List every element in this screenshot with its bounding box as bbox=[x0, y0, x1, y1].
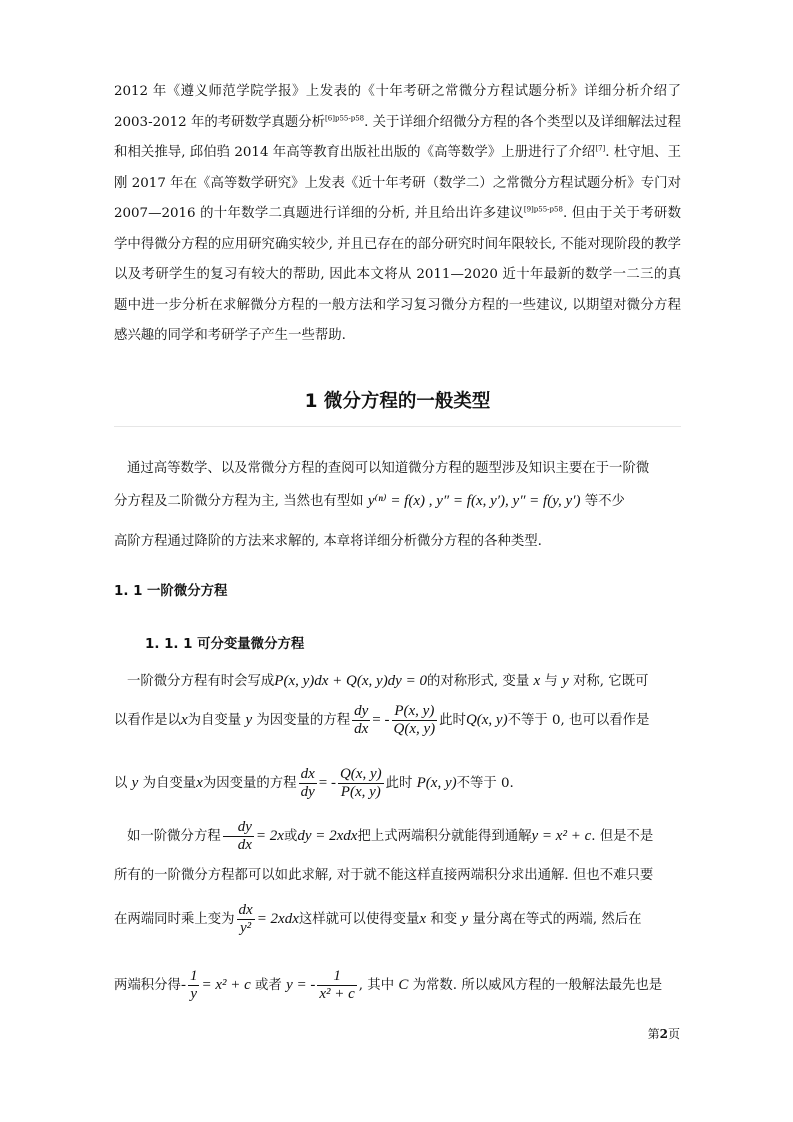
section1-text-c: 等不少 bbox=[584, 494, 625, 509]
equation: = x² + c bbox=[201, 977, 251, 993]
frac-num: 1 bbox=[317, 968, 356, 986]
equation-general-solution: y = x² + c bbox=[531, 828, 592, 844]
frac-den: x² + c bbox=[319, 986, 355, 1002]
frac-num: dx bbox=[300, 766, 315, 782]
text: 不等于 0. bbox=[456, 776, 514, 791]
text: 此时 bbox=[439, 713, 466, 728]
text: 两端积分得 bbox=[114, 978, 181, 993]
frac-num: 1 bbox=[189, 968, 198, 984]
sep-line-2: 以看作是以x为自变量 y 为因变量的方程 $\frac{dy}{dx}$ = - $\frac{P(x, y)}{Q(x, y)}$ 此时Q(x, y)不等于 0, 也可以看作是 bbox=[114, 703, 650, 737]
text: 这样就可以使得变量 bbox=[298, 912, 420, 927]
intro-text-c: . 杜守旭、王刚 2017 年在《高等数学研究》上发表《近十年考研（数学二）之常微分方程试题分析》专门对 2007—2016 的十年数学二真题进行详细的分析, 并且给出许多建议 bbox=[114, 145, 681, 221]
frac-den: dx bbox=[237, 837, 252, 853]
citation-7: [7] bbox=[595, 144, 606, 153]
page-prefix: 第 bbox=[647, 1027, 660, 1041]
text: 如一阶微分方程 bbox=[127, 829, 221, 844]
var-y: y bbox=[245, 712, 253, 728]
frac-den: dx bbox=[354, 721, 369, 737]
sep-line-3: 以 y 为自变量x为因变量的方程 $\frac{dx}{dy}$ = - $\frac{Q(x, y)}{P(x, y)}$ 此时 P(x, y)不等于 0. bbox=[114, 766, 514, 800]
text: 为因变量的方程 bbox=[202, 776, 297, 791]
text: 在两端同时乘上变为 bbox=[114, 912, 235, 927]
var-y: y bbox=[461, 911, 469, 927]
sep-line-6 bbox=[114, 902, 681, 937]
var-x: x bbox=[180, 712, 188, 728]
fraction-dx-dy bbox=[299, 766, 317, 801]
text: 的对称形式, 变量 bbox=[426, 674, 530, 689]
frac-num: dy bbox=[354, 703, 369, 719]
citation-9: [9]p55-p58 bbox=[523, 205, 563, 214]
intro-text-a: 2012 年《遵义师范学院学报》上发表的《十年考研之常微分方程试题分析》详细分析介绍了 2003-2012 年的考研数学真题分析 bbox=[114, 84, 681, 130]
text: 为自变量 bbox=[187, 713, 242, 728]
citation-6: [6]p55-p58 bbox=[325, 114, 365, 123]
text: 把上式两端积分就能得到通解 bbox=[357, 829, 532, 844]
section-1-1-1-title: 1. 1. 1 可分变量微分方程 bbox=[145, 637, 305, 652]
equation: dy = 2xdx bbox=[297, 828, 358, 844]
text: 一阶微分方程有时会写成 bbox=[127, 674, 275, 689]
sep-line-7: 两端积分得- $\frac{1}{y}$ = x² + c 或者 y = - $\frac{1}{\text{x² + c}}$ , 其中 C 为常数. 所以威风方程的一般解法最先也是 bbox=[114, 968, 663, 1002]
sep-line-4 bbox=[114, 819, 681, 854]
fraction-dy-dx bbox=[352, 703, 370, 738]
frac-den: y bbox=[190, 986, 198, 1002]
expr-p: P(x, y) bbox=[416, 775, 457, 791]
equation: = 2xdx bbox=[256, 911, 299, 927]
text: 或 bbox=[283, 829, 298, 844]
intro-text-d: . 但由于关于考研数学中得微分方程的应用研究确实较少, 并且已存在的部分研究时间年限较长, 不能对现阶段的教学以及考研学生的复习有较大的帮助, 因此本文将从 2011—2020 近十年最新的数学一二三的真题中进一步分析在求解微分方程的一般方法和学习复习微分方程的一些建议, 以期望对微分方程感兴趣的同学和考研学子产生一些帮助. bbox=[114, 206, 681, 343]
text: . 但是不是 bbox=[591, 829, 654, 844]
text: 对称, 它既可 bbox=[573, 674, 649, 689]
fraction-dy-dx-example bbox=[223, 819, 254, 854]
frac-num: P(x, y) bbox=[392, 703, 438, 721]
section-divider bbox=[114, 426, 681, 427]
text: 和变 bbox=[430, 912, 458, 927]
section1-line-1: 通过高等数学、以及常微分方程的查阅可以知道微分方程的题型涉及知识主要在于一阶微 bbox=[127, 461, 650, 476]
sep-line-5: 所有的一阶微分方程都可以如此求解, 对于就不能这样直接两端积分求出通解. 但也不难只要 bbox=[114, 868, 654, 883]
frac-num: Q(x, y) bbox=[339, 766, 382, 782]
section-1-title: 1 微分方程的一般类型 bbox=[304, 391, 491, 412]
sep-line-1 bbox=[114, 670, 681, 690]
intro-text-b: . 关于详细介绍微分方程的各个类型以及详细解法过程和相关推导, 邱伯驺 2014 年高等教育出版社出版的《高等数学》上册进行了介绍 bbox=[114, 114, 682, 160]
frac-den: dy bbox=[300, 784, 315, 800]
frac-den: y² bbox=[240, 920, 252, 936]
text: 为自变量 bbox=[142, 776, 197, 791]
text: 或者 bbox=[255, 978, 282, 993]
fraction-p-over-q bbox=[392, 703, 438, 738]
var-x: x bbox=[419, 911, 427, 927]
var-y: y bbox=[562, 673, 569, 689]
var-x: x bbox=[533, 673, 541, 689]
equation-symmetric-form: P(x, y)dx + Q(x, y)dy = 0 bbox=[274, 673, 427, 689]
text: 与 bbox=[544, 674, 558, 689]
section1-line-3: 高阶方程通过降阶的方法来求解的, 本章将详细分析微分方程的各种类型. bbox=[114, 534, 542, 549]
var-c: C bbox=[398, 977, 409, 993]
text: 不等于 0, 也可以看作是 bbox=[507, 713, 650, 728]
section1-text-b: 分方程及二阶微分方程为主, 当然也有型如 bbox=[114, 494, 364, 509]
text: 量分离在等式的两端, 然后在 bbox=[472, 912, 642, 927]
intro-paragraph bbox=[114, 77, 681, 352]
text: 为因变量的方程 bbox=[256, 713, 351, 728]
fraction-q-over-p bbox=[338, 766, 384, 801]
fraction-1-over-x2c bbox=[317, 968, 356, 1003]
page-num: 2 bbox=[659, 1027, 668, 1041]
equation-higher-order-types: y⁽ⁿ⁾ = f(x) , y″ = f(x, y′), y″ = f(y, y′) bbox=[367, 493, 581, 509]
text: 为常数. 所以威风方程的一般解法最先也是 bbox=[412, 978, 663, 993]
frac-num: dx bbox=[238, 902, 253, 918]
equation: = 2x bbox=[255, 828, 284, 844]
text: , 其中 bbox=[358, 978, 395, 993]
text: 以看作是以 bbox=[114, 713, 181, 728]
section1-line-2 bbox=[114, 490, 681, 510]
fraction-1-over-y bbox=[188, 968, 200, 1003]
var-y: y bbox=[131, 775, 139, 791]
text: 此时 bbox=[385, 776, 413, 791]
expr-q: Q(x, y) bbox=[465, 712, 508, 728]
frac-den: P(x, y) bbox=[340, 784, 381, 800]
frac-den: Q(x, y) bbox=[393, 721, 436, 737]
frac-num: dy bbox=[223, 819, 254, 837]
page-suffix: 页 bbox=[667, 1027, 680, 1041]
page-number bbox=[648, 1025, 680, 1042]
section-1-1-title: 1. 1 一阶微分方程 bbox=[114, 584, 228, 599]
text: 以 bbox=[114, 776, 128, 791]
equation: y = - bbox=[286, 977, 316, 993]
fraction-dx-y2 bbox=[237, 902, 255, 937]
var-x: x bbox=[196, 775, 203, 791]
